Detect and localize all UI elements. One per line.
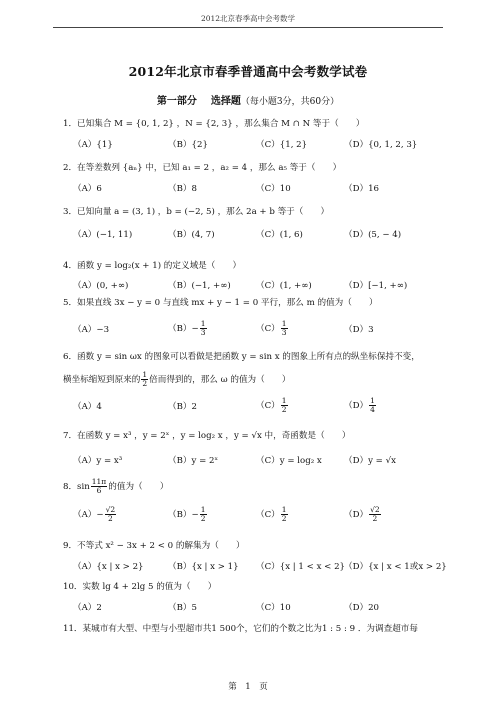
question-5-stem: 5．如果直线 3x − y = 0 与直线 mx + y − 1 = 0 平行，那么 m 的值为（ ） [63,298,378,308]
question-1-option-a: （A）{1} [73,140,113,150]
question-2-option-d: （D）16 [344,184,380,194]
question-2-option-a: （A）6 [73,184,102,194]
question-10-option-b: （B）5 [168,603,197,613]
question-1-option-c: （C）{1, 2} [256,140,308,150]
section-name: 选择题 [210,96,241,107]
question-1-stem: 1．已知集合 M = {0, 1, 2} ，N = {2, 3} ，那么集合 M ∩ N 等于（ ） [63,119,365,129]
question-8-option-a [73,506,117,523]
fraction-denominator: 2 [108,514,113,523]
stem-text: 的值为（ ） [108,482,169,492]
question-6-stem: 6．函数 y = sin ωx 的图象可以看做是把函数 y = sin x 的图象上所有点的纵坐标保持不变， [63,352,420,362]
question-5-option-a: （A）−3 [73,325,110,335]
fraction-denominator: 2 [372,514,378,523]
question-3-option-a: （A）(−1, 11) [73,230,133,240]
running-header: 2012北京春季高中会考数学 [200,14,296,23]
fraction [281,506,288,523]
question-2-option-b: （B）8 [168,184,197,194]
section-note: （每小题3分，共60分） [240,97,340,107]
question-7-option-a: （A）y = x³ [73,456,123,466]
question-3-option-c: （C）(1, 6) [256,230,303,240]
question-6-option-d [344,397,377,414]
page-number: 第 1 页 [228,682,268,692]
question-10-option-a: （A）2 [73,603,102,613]
option-label: （B）− [168,324,199,334]
option-label: （C） [256,401,280,411]
stem-text: 倍而得到的，那么 ω 的值为（ ） [149,375,291,385]
question-7-option-d: （D）y = √x [344,456,396,466]
fraction [200,506,207,523]
question-8-option-c [256,506,289,523]
question-1-option-b: （B）{2} [168,140,208,150]
question-4-stem: 4．函数 y = log₂(x + 1) 的定义域是（ ） [63,261,242,271]
fraction-denominator: 6 [96,486,102,495]
question-4-option-b: （B）(−1, +∞) [168,281,231,291]
option-label: （C） [256,324,280,334]
question-9-stem: 9．不等式 x² − 3x + 2 < 0 的解集为（ ） [63,541,245,551]
question-10-option-d: （D）20 [344,603,380,613]
fraction [105,506,117,523]
fraction-numerator: 1 [281,396,287,405]
question-8-option-d [344,506,382,523]
question-6-option-c [256,397,289,414]
fraction-numerator: 1 [281,319,287,328]
fraction-denominator: 2 [142,379,148,388]
question-4-option-a: （A）(0, +∞) [73,281,129,291]
question-11-stem: 11．某城市有大型、中型与小型超市共1 500个，它们的个数之比为1 : 5 : 9 ．为调查超市每 [63,624,418,634]
question-10-stem: 10．实数 lg 4 + 2lg 5 的值为（ ） [63,582,217,592]
section-heading [0,92,496,107]
option-label: （C） [256,510,280,520]
fraction [141,371,148,388]
question-2-stem: 2．在等差数列 {aₙ} 中，已知 a₁ = 2 ，a₂ = 4 ，那么 a₅ 等于（ ） [63,163,342,173]
question-2-option-c: （C）10 [256,184,291,194]
fraction-denominator: 3 [281,328,287,337]
question-10-option-c: （C）10 [256,603,291,613]
question-8-option-b [168,506,208,523]
question-8-stem [63,478,453,495]
fraction-numerator: √2 [370,505,380,514]
fraction [91,478,107,495]
question-9-option-b: （B）{x | x > 1} [168,562,239,572]
stem-text: 8．sin [63,482,90,492]
question-3-option-d: （D）(5, − 4) [344,230,402,240]
fraction-numerator: 1 [142,370,148,379]
fraction-numerator: 1 [200,505,206,514]
question-7-stem: 7．在函数 y = x³ ，y = 2ˣ ，y = log₂ x ，y = √x 中，奇函数是（ ） [63,431,351,441]
document-title: 2012年北京市春季普通高中会考数学试卷 [128,64,368,79]
fraction-numerator: 1 [281,505,287,514]
option-label: （D） [344,401,369,411]
question-9-option-a: （A）{x | x > 2} [73,562,144,572]
fraction-numerator: 11π [91,477,107,486]
question-3-stem: 3．已知向量 a = (3, 1) ，b = (−2, 5) ，那么 2a + b 等于（ ） [63,207,330,217]
fraction [369,397,376,414]
question-5-option-c [256,320,289,337]
fraction [281,320,288,337]
question-7-option-c: （C）y = log₂ x [256,456,322,466]
option-label: （B）− [168,510,199,520]
fraction-denominator: 2 [200,514,206,523]
fraction-denominator: 2 [281,405,287,414]
fraction [281,397,288,414]
fraction-numerator: 1 [370,396,375,405]
question-5-option-d: （D）3 [344,325,374,335]
question-9-option-d: （D）{x | x < 1或x > 2} [344,562,447,572]
question-6-stem-line2 [63,371,453,388]
fraction-numerator: 1 [200,319,206,328]
question-5-option-b [168,320,208,337]
question-7-option-b: （B）y = 2ˣ [168,456,219,466]
fraction-denominator: 3 [200,328,206,337]
question-9-option-c: （C）{x | 1 < x < 2} [256,562,346,572]
section-part: 第一部分 [156,96,197,107]
fraction-denominator: 4 [370,405,375,414]
question-6-option-b: （B）2 [168,402,197,412]
fraction [369,506,381,523]
fraction-denominator: 2 [281,514,287,523]
question-4-option-d: （D）[−1, +∞) [344,281,408,291]
header-rule [53,27,443,28]
question-3-option-b: （B）(4, 7) [168,230,215,240]
stem-text: 横坐标缩短到原来的 [63,375,141,385]
fraction [200,320,207,337]
fraction-numerator: √2 [105,505,116,514]
option-label: （D） [344,510,369,520]
question-6-option-a: （A）4 [73,402,102,412]
question-1-option-d: （D）{0, 1, 2, 3} [344,140,418,150]
option-label: （A）− [73,510,104,520]
question-4-option-c: （C）(1, +∞) [256,281,312,291]
